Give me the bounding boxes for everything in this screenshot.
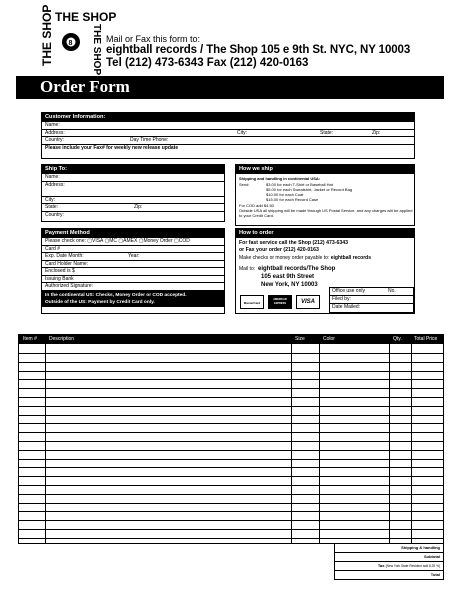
mail-fax-label: Mail or Fax this form to:: [106, 34, 201, 44]
table-row[interactable]: [19, 388, 443, 389]
title-bar: [16, 76, 444, 99]
mastercard-icon: MasterCard: [240, 295, 264, 309]
col-item: Item #: [23, 336, 37, 342]
card-number-field[interactable]: Card #: [42, 246, 224, 254]
eightball-number: 8: [68, 40, 73, 47]
subtotal-row[interactable]: Subtotal: [335, 553, 443, 562]
table-row[interactable]: [19, 450, 443, 451]
ship-name-field[interactable]: Name:: [42, 174, 224, 182]
payment-heading: Payment Method: [42, 229, 224, 238]
logo-text-right: THE SHOP: [91, 24, 102, 76]
exp-date-row[interactable]: Exp. Date Month: Year:: [42, 253, 224, 261]
signature-field[interactable]: Authorized Signature:: [42, 283, 224, 291]
customer-name-field[interactable]: Name:: [42, 122, 414, 130]
customer-info-section: [41, 112, 415, 159]
table-row[interactable]: [19, 379, 443, 380]
how-order-heading: How to order: [236, 229, 414, 238]
shop-logo: [36, 4, 117, 76]
how-ship-heading: How we ship: [236, 165, 414, 174]
table-row[interactable]: [19, 371, 443, 372]
header-address: eightball records / The Shop 105 e 9th St. NYC, NY 10003: [106, 44, 411, 56]
ship-state-row[interactable]: State: Zip:: [42, 204, 224, 212]
table-row[interactable]: [19, 476, 443, 477]
payment-options-row: Please check one: ▢VISA ▢MC ▢AMEX ▢Money Order ▢COD: [42, 238, 224, 246]
shipping-total-row[interactable]: Shipping & handling: [335, 544, 443, 553]
enclosed-field[interactable]: Enclosed is $: [42, 268, 224, 276]
table-row[interactable]: [19, 415, 443, 416]
tax-row[interactable]: Tax (New York State Resident add 8.25 %): [335, 562, 443, 571]
ship-to-section: [41, 164, 225, 222]
col-size: Size: [295, 336, 305, 342]
issuing-bank-field[interactable]: Issuing Bank: [42, 276, 224, 284]
table-row[interactable]: [19, 459, 443, 460]
ship-to-heading: Ship To:: [42, 165, 224, 174]
col-total: Total Price: [414, 336, 438, 342]
table-row[interactable]: [19, 485, 443, 486]
how-to-order-section: How to order For fast service call the Shop (212) 473-6343 or Fax your order (212) 420-0163 Make checks or money order payable to: eightball records Mail to: eightball records/The Shop 105 east 9th Street New York, NY 10003 MasterCard AMERICAN EXPRESS VISA Office use only No. Filed by: Date Mailed:: [235, 228, 415, 314]
office-use-box: Office use only No. Filed by: Date Mailed:: [329, 287, 414, 313]
checkbox-money-order[interactable]: ▢: [138, 238, 144, 244]
logo-text-top: THE SHOP: [55, 10, 117, 24]
header-phone: Tel (212) 473-6343 Fax (212) 420-0163: [106, 57, 309, 69]
col-description: Description: [49, 336, 75, 342]
ship-address-field[interactable]: Address:: [42, 182, 224, 197]
fax-note: Please include your Fax# for weekly new release update: [45, 144, 179, 151]
table-row[interactable]: [19, 397, 443, 398]
fast-service-line: For fast service call the Shop (212) 473-6343: [239, 240, 348, 246]
amex-icon: AMERICAN EXPRESS: [268, 295, 292, 309]
table-row[interactable]: [19, 511, 443, 512]
fax-order-line: or Fax your order (212) 420-0163: [239, 246, 319, 253]
filed-by-field[interactable]: Filed by:: [330, 296, 413, 304]
table-row[interactable]: [19, 520, 443, 521]
checkbox-amex[interactable]: ▢: [118, 238, 124, 244]
grand-total-row[interactable]: Total: [430, 572, 440, 577]
visa-icon: VISA: [296, 295, 320, 309]
payment-notes: In the continental US: Checks, Money Order or COD accepted. Outside of the US: Payment by Credit Card only.: [42, 291, 224, 307]
checkbox-visa[interactable]: ▢: [87, 238, 92, 244]
how-we-ship-section: How we ship Shipping and handling in continental USA: Send: $3.00 for each T-Shirt or Baseball Hat $5.00 for each Sweatshirt, Jacket or Record Bag $10.00 for each Coat $15.00 for each Record Case For COD add $4.50 Outside USA all shipping will be made through US Postal Service, and any charges will be applied to your Credit Card.: [235, 164, 415, 226]
logo-text-side: THE SHOP: [40, 4, 54, 66]
col-qty: Qty.: [393, 336, 402, 342]
customer-heading: Customer Information:: [42, 113, 414, 122]
page-title: Order Form: [40, 77, 130, 96]
customer-address-row[interactable]: Address: City: State: Zip:: [42, 130, 414, 138]
table-row[interactable]: [19, 467, 443, 468]
table-row[interactable]: [19, 441, 443, 442]
table-row[interactable]: [19, 503, 443, 504]
card-holder-field[interactable]: Card Holder Name:: [42, 261, 224, 269]
ship-country-field[interactable]: Country:: [45, 211, 64, 218]
totals-box: [334, 544, 444, 580]
table-row[interactable]: [19, 432, 443, 433]
table-row[interactable]: [19, 529, 443, 530]
col-color: Color: [323, 336, 335, 342]
payment-section: [41, 228, 225, 314]
date-mailed-field[interactable]: Date Mailed:: [332, 304, 361, 310]
table-row[interactable]: [19, 353, 443, 354]
order-items-table: [18, 334, 444, 544]
checkbox-cod[interactable]: ▢: [174, 238, 179, 244]
table-header: [19, 335, 443, 344]
table-row[interactable]: [19, 362, 443, 363]
table-row[interactable]: [19, 406, 443, 407]
ship-city-field[interactable]: City:: [42, 197, 224, 205]
table-row[interactable]: [19, 423, 443, 424]
table-row[interactable]: [19, 538, 443, 539]
customer-country-row[interactable]: Country: Day Time Phone:: [42, 137, 414, 145]
checkbox-mc[interactable]: ▢: [104, 238, 110, 244]
table-row[interactable]: [19, 494, 443, 495]
